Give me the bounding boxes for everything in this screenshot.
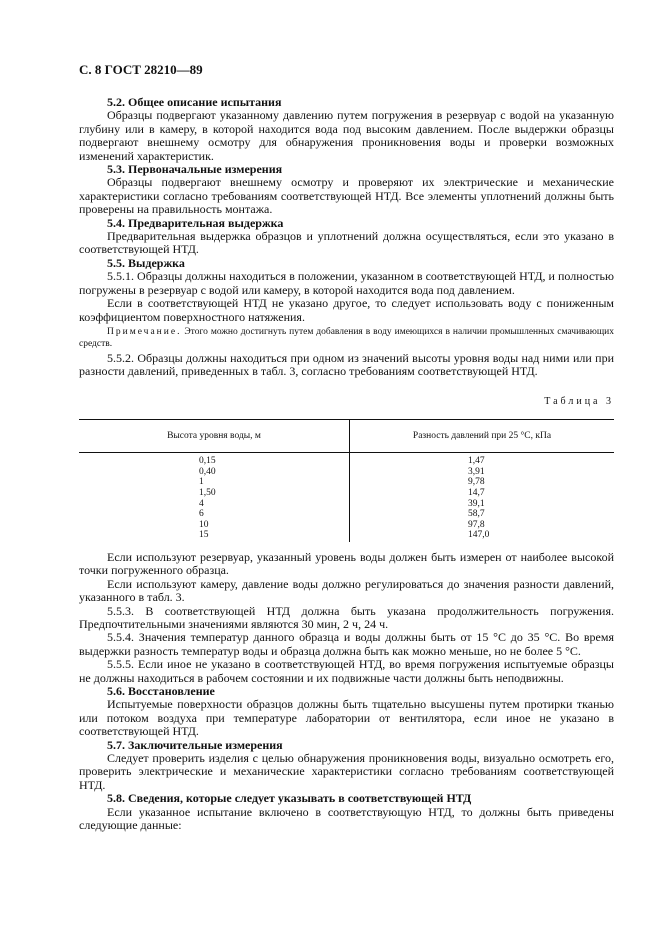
- table-header-row: [79, 420, 614, 453]
- section-5-5-3-text: 5.5.3. В соответствующей НТД должна быть указана продолжительность погружения. Предпочтительными значениями являются 30 мин, 2 ч, 24 ч.: [79, 603, 614, 631]
- note: [79, 326, 614, 350]
- reservoir-text: Если используют резервуар, указанный уровень воды должен быть измерен от наиболее высокой точки погруженного образца.: [79, 549, 614, 578]
- table-label: Таблица 3: [544, 395, 614, 407]
- section-5-8-title: 5.8. Сведения, которые следует указывать в соответствующей НТД: [107, 791, 472, 806]
- table-3: [79, 419, 614, 542]
- section-5-6-text: Испытуемые поверхности образцов должны быть тщательно высушены путем протирки тканью или потоком воздуха при температуре лаборатории от вентилятора, если иное не указано в соответствующей НТД.: [79, 697, 614, 739]
- section-5-5-1-water-text: Если в соответствующей НТД не указано другое, то следует использовать воду с пониженным коэффициентом поверхностного натяжения.: [79, 296, 614, 324]
- table-pressures-column: 1,47 3,91 9,78 14,7 39,1 58,7 97,8 147,0: [468, 456, 490, 541]
- section-5-7-text: Следует проверить изделия с целью обнаружения проникновения воды, визуально осмотреть его, проверить электрические и механические характеристики согласно требованиям соответствующей НТД.: [79, 750, 614, 792]
- table-header-pressure: Разность давлений при 25 °С, кПа: [350, 420, 615, 453]
- table-heights-column: 0,15 0,40 1 1,50 4 6 10 15: [79, 453, 350, 542]
- page-content: [79, 96, 614, 832]
- section-5-8-text: Если указанное испытание включено в соответствующую НТД, то должны быть приведены следующие данные:: [79, 804, 614, 832]
- section-5-3-text: Образцы подвергают внешнему осмотру и проверяют их электрические и механические характеристики согласно требованиям соответствующей НТД. Все элементы уплотнений должны быть проверены на правильность монтажа.: [79, 175, 614, 217]
- section-5-2-text: Образцы подвергают указанному давлению путем погружения в резервуар с водой на указанную глубину или в камеру, в которой находится вода под высоким давлением. После выдержки образцы подвергают внешнему осмотру для обнаружения проникновения воды и проверки возможных изменений характеристик.: [79, 108, 614, 163]
- section-5-3-title: 5.3. Первоначальные измерения: [107, 162, 283, 177]
- section-5-5-2-text: 5.5.2. Образцы должны находиться при одном из значений высоты уровня воды над ними или при разности давлений, приведенных в табл. 3, согласно требованиям соответствующей НТД.: [79, 350, 614, 379]
- section-5-5-1-text: 5.5.1. Образцы должны находиться в положении, указанном в соответствующей НТД, и полностью погружены в резервуар с водой или камеру, в которой находится вода под давлением.: [79, 269, 614, 297]
- table-body-row: [79, 453, 614, 542]
- section-5-2-title: 5.2. Общее описание испытания: [107, 95, 282, 109]
- section-5-4-title: 5.4. Предварительная выдержка: [107, 215, 284, 230]
- section-5-4-text: Предварительная выдержка образцов и уплотнений должна осуществляться, если это указано в соответствующей НТД.: [79, 229, 614, 257]
- section-5-6-title: 5.6. Восстановление: [107, 683, 215, 698]
- section-5-7-title: 5.7. Заключительные измерения: [107, 737, 283, 752]
- note-label: Примечание.: [107, 326, 182, 337]
- section-5-5-4-text: 5.5.4. Значения температур данного образца и воды должны быть от 15 °С до 35 °С. Во время выдержки разность температур воды и образца должна быть как можно меньше, но не более 5 °С.: [79, 630, 614, 658]
- note-text: Этого можно достигнуть путем добавления в воду имеющихся в наличии промышленных смачивающих средств.: [79, 326, 614, 349]
- section-5-5-5-text: 5.5.5. Если иное не указано в соответствующей НТД, во время погружения испытуемые образцы не должны находиться в рабочем состоянии и их подвижные части должны быть неподвижны.: [79, 657, 614, 685]
- section-5-5-title: 5.5. Выдержка: [107, 255, 185, 270]
- chamber-text: Если используют камеру, давление воды должно регулироваться до значения разности давлений, указанного в табл. 3.: [79, 576, 614, 605]
- table-header-height: Высота уровня воды, м: [79, 420, 350, 453]
- page-header: С. 8 ГОСТ 28210—89: [79, 62, 203, 77]
